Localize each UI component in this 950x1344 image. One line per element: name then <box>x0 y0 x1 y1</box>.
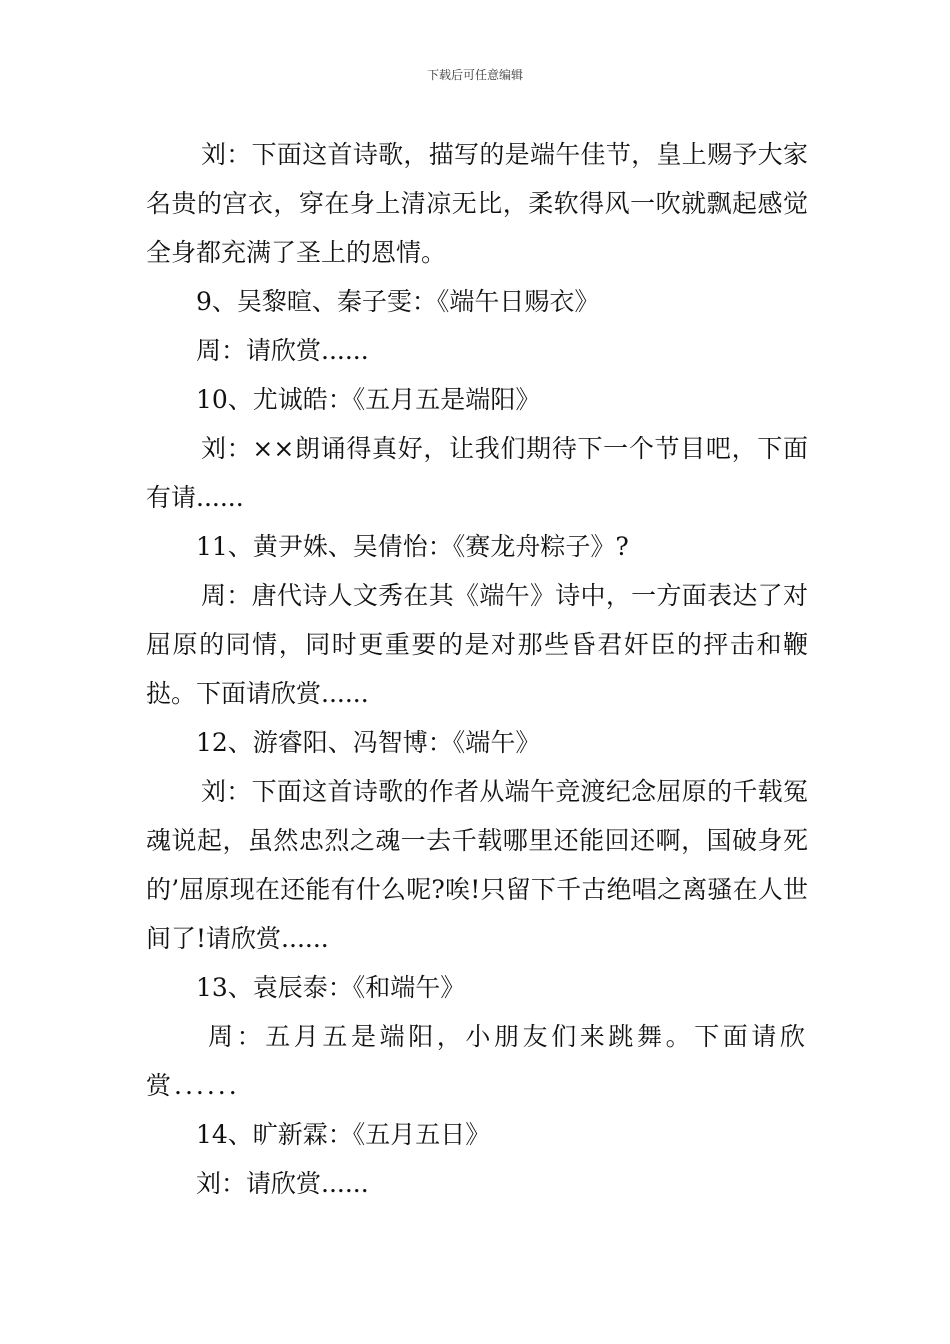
page-header-note: 下载后可任意编辑 <box>426 68 523 82</box>
program-item-13: 13、袁辰泰：《和端午》 <box>196 973 466 1002</box>
program-item-9: 9、吴黎暄、秦子雯：《端午日赐衣》 <box>196 287 600 316</box>
program-item-11: 11、黄尹姝、吴倩怡：《赛龙舟粽子》? <box>196 532 629 561</box>
program-item-14: 14、旷新霖：《五月五日》 <box>196 1120 491 1149</box>
paragraph-liu-quyuan: 刘：下面这首诗歌的作者从端午竞渡纪念屈原的千载冤魂说起，虽然忠烈之魂一去千载哪里还能回还啊，国破身死的’屈原现在还能有什么呢?唉!只留下千古绝唱之离骚在人世间了!请欣赏...... <box>146 777 808 953</box>
paragraph-zhou-tang-poet: 周：唐代诗人文秀在其《端午》诗中，一方面表达了对屈原的同情，同时更重要的是对那些昏君奸臣的抨击和鞭挞。下面请欣赏...... <box>146 581 808 708</box>
paragraph-zhou-dance: 周：五月五是端阳，小朋友们来跳舞。下面请欣赏...... <box>146 1022 808 1100</box>
paragraph-liu-next-program: 刘：××朗诵得真好，让我们期待下一个节目吧，下面有请...... <box>146 434 808 512</box>
document-body <box>146 130 808 1208</box>
program-item-10: 10、尤诚皓：《五月五是端阳》 <box>196 385 541 414</box>
program-item-12: 12、游睿阳、冯智博：《端午》 <box>196 728 541 757</box>
paragraph-zhou-please-enjoy: 周：请欣赏...... <box>196 336 369 365</box>
paragraph-liu-intro-poem: 刘：下面这首诗歌，描写的是端午佳节，皇上赐予大家名贵的宫衣，穿在身上清凉无比，柔软得风一吹就飘起感觉全身都充满了圣上的恩情。 <box>146 140 808 267</box>
paragraph-liu-please-enjoy: 刘：请欣赏...... <box>196 1169 369 1198</box>
